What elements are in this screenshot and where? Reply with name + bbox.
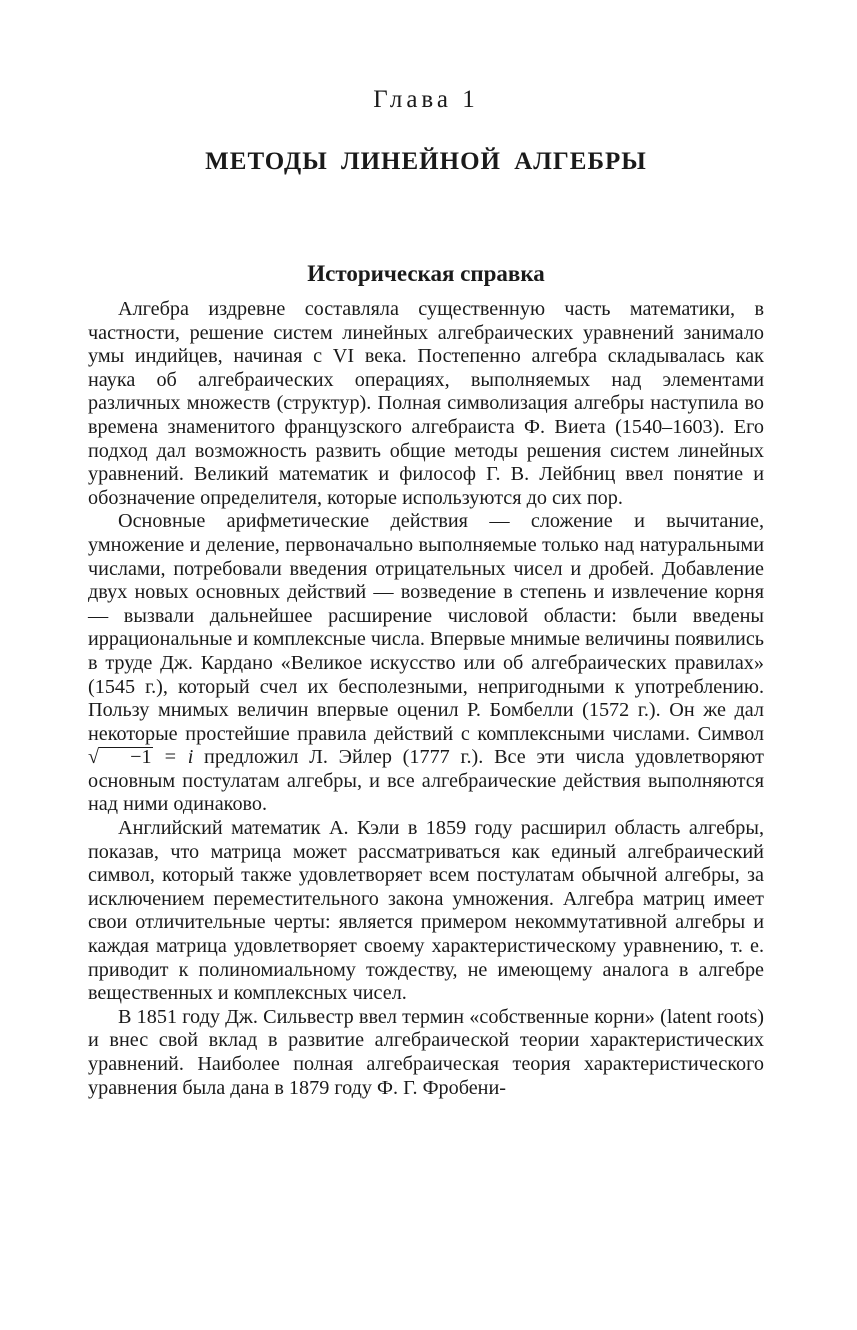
paragraph-1: Алгебра издревне составляла существенную часть математики, в частности, решение систем линейных алгебраических уравнений занимало умы индийцев, начиная с VI века. Постепенно алгебра складывалась как наука об алгебраических операциях, выполняемых над элементами различных множеств (структур). Полная символизация алгебры наступила во времена знаменитого французского алгебраиста Ф. Виета (1540–1603). Его подход дал возможность развить общие методы решения систем линейных уравнений. Великий математик и философ Г. В. Лейбниц ввел понятие и обозначение определителя, которые используются до сих пор.	[88, 298, 764, 509]
sqrt-result: = i	[152, 746, 194, 769]
paragraph-2	[88, 510, 764, 817]
paragraph-4: В 1851 году Дж. Сильвестр ввел термин «собственные корни» (latent roots) и внес свой вклад в развитие алгебраической теории характеристических уравнений. Наиболее полная алгебраическая теория характеристического уравнения была дана в 1879 году Ф. Г. Фробени-	[88, 1005, 764, 1099]
sqrt-radicand: −1	[99, 747, 152, 766]
paragraph-3: Английский математик А. Кэли в 1859 году расширил область алгебры, показав, что матрица может рассматриваться как единый алгебраический символ, который также удовлетворяет всем постулатам обычной алгебры, за исключением переместительного закона умножения. Алгебра матриц имеет свои отличительные черты: является примером некоммутативной алгебры и каждая матрица удовлетворяет своему характеристическому уравнению, т. е. приводит к полиномиальному тождеству, не имеющему аналога в алгебре вещественных и комплексных чисел.	[88, 817, 764, 1005]
chapter-label: Глава 1	[373, 86, 479, 113]
sqrt-formula	[88, 746, 193, 768]
body-text	[88, 298, 764, 1100]
paragraph-2-text-before: Основные арифметические действия — сложение и вычитание, умножение и деление, первоначально выполняемые только над натуральными числами, потребовали введения отрицательных чисел и дробей. Добавление двух новых основных действий — возведение в степень и извлечение корня — вызвали дальнейшее расширение числовой области: были введены иррациональные и комплексные числа. Впервые мнимые величины появились в труде Дж. Кардано «Великое искусство или об алгебраических правилах» (1545 г.), который счел их бесполезными, непригодными к употреблению. Пользу мнимых величин впервые оценил Р. Бомбелли (1572 г.). Он же дал некоторые простейшие правила действий с комплексными числами. Символ	[88, 510, 764, 745]
chapter-title: МЕТОДЫ ЛИНЕЙНОЙ АЛГЕБРЫ	[205, 148, 647, 175]
section-title: Историческая справка	[307, 261, 545, 286]
sqrt-symbol: √	[88, 746, 100, 769]
paragraph-2-text-after: предложил Л. Эйлер (1777 г.). Все эти числа удовлетворяют основным постулатам алгебры, и все алгебраические действия выполняются над ними одинаково.	[88, 746, 764, 816]
